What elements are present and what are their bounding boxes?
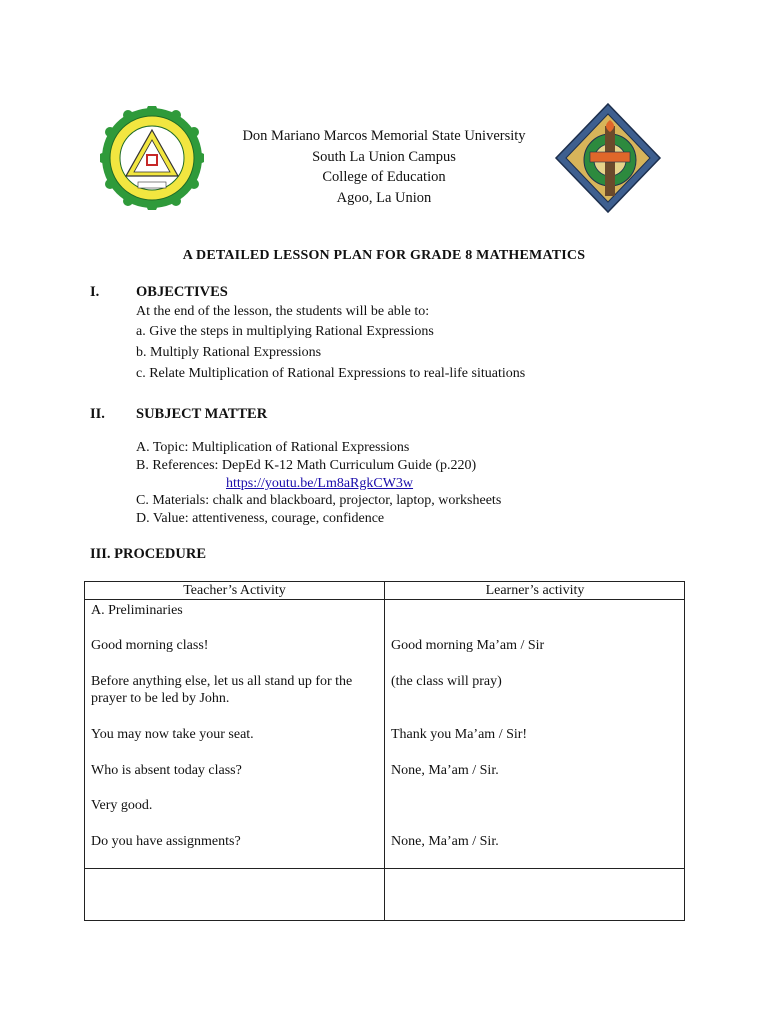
objectives-heading: OBJECTIVES: [136, 284, 228, 300]
procedure-table: [84, 581, 685, 921]
objective-item-b: b. Multiply Rational Expressions: [136, 345, 322, 360]
document-title: A DETAILED LESSON PLAN FOR GRADE 8 MATHEMATICS: [182, 248, 586, 263]
teacher-activity: Who is absent today class?: [91, 763, 242, 778]
institution-header: [200, 126, 568, 208]
learner-activity: (the class will pray): [391, 674, 502, 689]
campus-name: South La Union Campus: [312, 148, 456, 165]
column-header-teacher: Teacher’s Activity: [183, 583, 286, 598]
procedure-heading: III. PROCEDURE: [90, 546, 207, 562]
learner-activity: None, Ma’am / Sir.: [391, 763, 499, 778]
dmmmsu-seal-icon: [100, 106, 204, 210]
learner-activity: Thank you Ma’am / Sir!: [391, 727, 528, 742]
column-divider: [384, 582, 385, 920]
objective-item-a: a. Give the steps in multiplying Rational Expressions: [136, 324, 434, 339]
row-divider: [85, 868, 684, 869]
teacher-activity: Do you have assignments?: [91, 834, 241, 849]
subject-materials: C. Materials: chalk and blackboard, projector, laptop, worksheets: [136, 493, 502, 508]
subject-references: B. References: DepEd K-12 Math Curriculum Guide (p.220): [136, 458, 477, 473]
learner-activity: Good morning Ma’am / Sir: [391, 638, 545, 653]
college-of-education-seal-icon: [552, 100, 664, 216]
subject-matter-heading: SUBJECT MATTER: [136, 406, 268, 422]
header-divider: [85, 599, 684, 600]
university-name: Don Mariano Marcos Memorial State University: [242, 128, 526, 144]
reference-video-link[interactable]: https://youtu.be/Lm8aRgkCW3w: [226, 476, 414, 491]
teacher-activity: You may now take your seat.: [91, 727, 254, 742]
teacher-activity: Good morning class!: [91, 638, 209, 653]
college-name: College of Education: [322, 169, 446, 185]
objectives-number: I.: [90, 284, 100, 300]
column-header-learner: Learner’s activity: [485, 583, 585, 598]
section-label-preliminaries: A. Preliminaries: [91, 603, 183, 618]
location: Agoo, La Union: [336, 189, 432, 206]
teacher-activity: Before anything else, let us all stand up for the prayer to be led by John.: [91, 674, 353, 706]
learner-activity: None, Ma’am / Sir.: [391, 834, 499, 849]
subject-matter-number: II.: [90, 406, 105, 422]
objective-item-c: c. Relate Multiplication of Rational Expressions to real-life situations: [136, 366, 526, 381]
subject-topic: A. Topic: Multiplication of Rational Expressions: [136, 440, 410, 455]
teacher-activity: Very good.: [91, 798, 153, 813]
objectives-intro: At the end of the lesson, the students will be able to:: [136, 304, 430, 319]
subject-value: D. Value: attentiveness, courage, confidence: [136, 511, 385, 526]
